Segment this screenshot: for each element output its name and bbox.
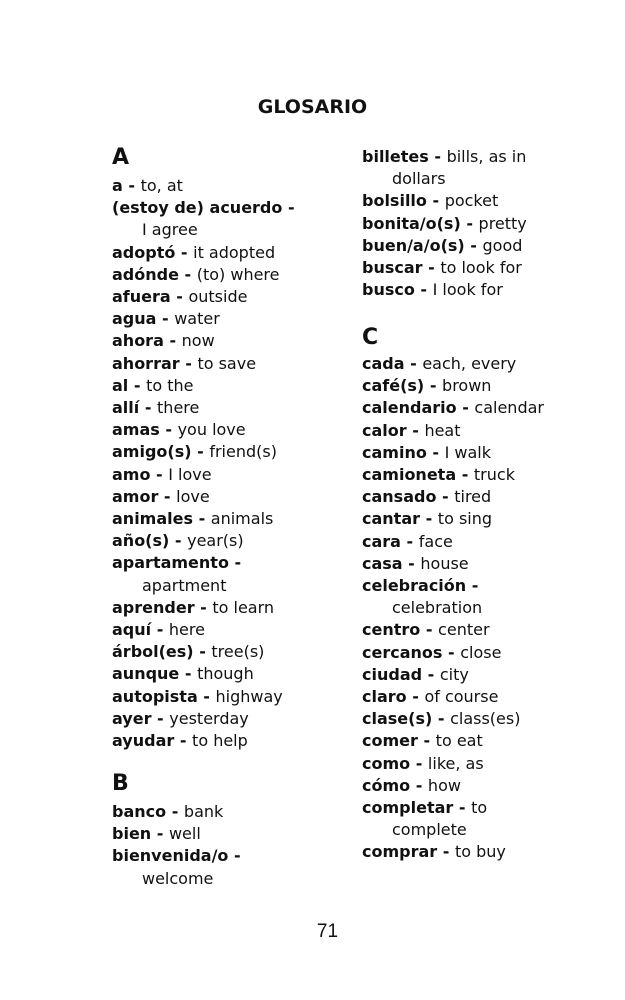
- entry-dash: -: [426, 442, 445, 462]
- glossary-entry: [112, 730, 295, 752]
- entry-line: [112, 730, 295, 752]
- entry-dash: -: [410, 753, 428, 773]
- entry-term: adoptó: [112, 242, 176, 262]
- entry-definition-continued: celebration: [392, 598, 483, 618]
- entry-line: [112, 175, 295, 197]
- entry-definition: love: [176, 486, 210, 506]
- entry-line: [362, 213, 527, 235]
- entry-dash: -: [193, 509, 211, 529]
- glossary-entry: [362, 235, 527, 257]
- entry-line: [112, 708, 295, 730]
- entry-dash: -: [420, 620, 439, 640]
- glossary-entry: [112, 686, 295, 708]
- entry-term: completar: [362, 798, 454, 818]
- glossary-entry: [362, 442, 544, 464]
- glossary-entry: [112, 353, 295, 375]
- entry-line: [362, 508, 544, 530]
- glossary-entry: [362, 279, 527, 301]
- entry-dash: -: [159, 420, 178, 440]
- entry-term: a: [112, 176, 123, 195]
- entry-dash: -: [282, 198, 295, 218]
- entry-dash: -: [174, 731, 193, 751]
- entry-dash: -: [426, 191, 445, 211]
- entry-term: busco: [362, 280, 415, 300]
- entry-dash: -: [156, 309, 175, 329]
- entry-definition: you love: [177, 420, 246, 440]
- glossary-entry: [362, 486, 544, 508]
- entry-definition: how: [427, 775, 461, 795]
- entry-definition: to save: [197, 353, 257, 373]
- glossary-entry: [112, 597, 295, 619]
- entry-dash: -: [442, 642, 461, 662]
- glossary-entry: [112, 552, 295, 596]
- entry-line: [362, 753, 544, 775]
- entry-term: bolsillo: [362, 191, 427, 211]
- entry-dash: -: [400, 531, 419, 551]
- entry-definition: brown: [442, 376, 492, 396]
- glossary-entry: [112, 242, 295, 264]
- entry-definition: there: [157, 398, 200, 418]
- entry-line: [112, 397, 295, 419]
- entry-term: aquí: [112, 620, 152, 640]
- glossary-entry: [362, 686, 544, 708]
- entry-term: (estoy de) acuerdo: [112, 198, 283, 218]
- glossary-entry: [362, 146, 527, 190]
- glossary-entry: [112, 486, 295, 508]
- entry-definition: to the: [146, 375, 194, 395]
- entry-line: [362, 664, 544, 686]
- entry-dash: -: [466, 576, 479, 596]
- entry-term: camino: [362, 442, 427, 462]
- entry-definition: highway: [215, 686, 283, 706]
- entry-line: [112, 845, 241, 867]
- entry-line: [112, 823, 241, 845]
- entry-dash: -: [417, 731, 436, 751]
- glossary-entry: [362, 397, 544, 419]
- entry-definition: close: [460, 642, 502, 662]
- entry-line: [362, 708, 544, 730]
- entry-definition: here: [168, 620, 205, 640]
- entry-dash: -: [150, 464, 169, 484]
- glossary-entry: [362, 375, 544, 397]
- glossary-entry: [112, 330, 295, 352]
- entry-dash: -: [170, 287, 189, 307]
- section-letter: B: [112, 771, 129, 796]
- page-number: 71: [316, 921, 339, 942]
- entry-definition: class(es): [450, 709, 521, 729]
- entry-dash: -: [428, 147, 447, 166]
- entry-definition: bills, as in: [446, 147, 527, 166]
- entry-term: cansado: [362, 487, 437, 507]
- section-letter: A: [112, 145, 130, 170]
- entry-definition: outside: [188, 287, 248, 307]
- glossary-entry: [362, 257, 527, 279]
- entry-dash: -: [422, 664, 440, 684]
- entry-term: adónde: [112, 264, 179, 284]
- entry-dash: -: [422, 258, 441, 278]
- glossary-entry: [112, 375, 295, 397]
- entry-line: [112, 419, 295, 441]
- entry-definition: I love: [168, 464, 212, 484]
- entry-dash: -: [424, 376, 443, 396]
- glossary-entry: [362, 619, 544, 641]
- entry-line: [112, 597, 295, 619]
- entry-definition: year(s): [187, 531, 244, 551]
- entry-definition: pocket: [444, 191, 499, 211]
- entry-dash: -: [128, 375, 147, 395]
- entry-dash: -: [151, 620, 169, 640]
- section-c: [362, 325, 544, 864]
- glossary-entry: [112, 264, 295, 286]
- entry-term: café(s): [362, 376, 425, 396]
- entry-term: ayudar: [112, 731, 175, 751]
- entry-term: año(s): [112, 531, 170, 551]
- entry-line: [362, 279, 527, 301]
- glossary-entry: [112, 845, 241, 889]
- entry-term: autopista: [112, 686, 198, 706]
- entry-definition: face: [418, 531, 453, 551]
- entry-dash: -: [169, 531, 188, 551]
- glossary-entry: [362, 664, 544, 686]
- entry-line: [112, 464, 295, 486]
- glossary-entry: [112, 619, 295, 641]
- glossary-entry: [362, 753, 544, 775]
- entry-definition: animals: [210, 509, 274, 529]
- entry-line: [112, 619, 295, 641]
- entry-term: cantar: [362, 509, 421, 529]
- entry-definition-continued: welcome: [142, 868, 214, 888]
- entry-definition: heat: [424, 420, 461, 440]
- glossary-entry: [112, 641, 295, 663]
- entry-line: [362, 464, 544, 486]
- entry-dash: -: [404, 354, 423, 373]
- entry-dash: -: [139, 398, 158, 418]
- entry-line: [362, 775, 544, 797]
- entry-dash: -: [197, 686, 216, 706]
- glossary-entry: [362, 775, 544, 797]
- glossary-entry: [112, 419, 295, 441]
- entry-line: [112, 686, 295, 708]
- glossary-entry: [362, 190, 527, 212]
- entry-term: cara: [362, 531, 401, 551]
- glossary-entry: [112, 441, 295, 463]
- entry-line: [112, 242, 295, 264]
- glossary-entry: [362, 420, 544, 442]
- entry-term: árbol(es): [112, 642, 194, 662]
- entry-dash: -: [166, 802, 184, 821]
- entry-term: afuera: [112, 287, 171, 307]
- entry-term: bonita/o(s): [362, 213, 461, 233]
- entry-definition: to: [471, 798, 488, 818]
- entry-term: amor: [112, 486, 159, 506]
- entry-line: [362, 531, 544, 553]
- entry-line: [362, 190, 527, 212]
- entry-dash: -: [179, 664, 198, 684]
- entry-line: [362, 575, 544, 597]
- entry-dash: -: [191, 442, 210, 462]
- glossary-entry: [362, 553, 544, 575]
- entry-definition: good: [482, 235, 523, 255]
- entry-line: [362, 235, 527, 257]
- glossary-entry: [112, 197, 295, 241]
- entry-term: ahora: [112, 331, 164, 351]
- glossary-entry: [112, 508, 295, 530]
- section-b: [112, 771, 241, 890]
- entry-dash: -: [175, 242, 194, 262]
- entry-line: [112, 552, 295, 574]
- entry-dash: -: [122, 176, 141, 195]
- entry-definition: center: [438, 620, 490, 640]
- entry-line: [362, 257, 527, 279]
- glossary-entry: [362, 797, 544, 841]
- entry-dash: -: [402, 553, 421, 573]
- entry-dash: -: [151, 824, 169, 844]
- entry-definition: I walk: [444, 442, 492, 462]
- entry-term: banco: [112, 802, 167, 821]
- entry-definition: to look for: [440, 258, 522, 278]
- entry-line: [362, 797, 544, 819]
- entry-line: [362, 420, 544, 442]
- entry-term: casa: [362, 553, 403, 573]
- entry-definition: to help: [192, 731, 248, 751]
- entry-line: [362, 353, 544, 375]
- entry-term: agua: [112, 309, 157, 329]
- entry-line: [112, 486, 295, 508]
- entry-term: billetes: [362, 147, 429, 166]
- glossary-entry: [112, 286, 295, 308]
- entry-definition: to buy: [454, 842, 506, 862]
- entry-term: animales: [112, 509, 193, 529]
- entry-dash: -: [179, 353, 198, 373]
- entry-line: [112, 353, 295, 375]
- entry-dash: -: [228, 553, 242, 573]
- entry-dash: -: [464, 235, 483, 255]
- entry-term: allí: [112, 398, 140, 418]
- entry-definition: pretty: [478, 213, 527, 233]
- entry-definition: (to) where: [196, 264, 280, 284]
- entry-term: ciudad: [362, 664, 423, 684]
- entry-term: comprar: [362, 842, 438, 862]
- glossary-entry: [112, 708, 295, 730]
- entry-line: [362, 375, 544, 397]
- entry-dash: -: [410, 775, 428, 795]
- glossary-entry: [362, 531, 544, 553]
- entry-line: [112, 508, 295, 530]
- entry-line: [112, 663, 295, 685]
- entry-definition-continued: dollars: [392, 169, 446, 189]
- entry-definition-continued: I agree: [142, 220, 198, 240]
- entry-definition: like, as: [427, 753, 484, 773]
- entry-term: calendario: [362, 398, 457, 418]
- entry-definition: friend(s): [209, 442, 277, 462]
- glossary-entry: [362, 508, 544, 530]
- glossary-entry: [362, 642, 544, 664]
- entry-term: bienvenida/o: [112, 846, 229, 866]
- entry-definition: though: [197, 664, 254, 684]
- entry-term: claro: [362, 687, 407, 707]
- entry-definition: of course: [424, 687, 499, 707]
- entry-term: calor: [362, 420, 407, 440]
- entry-line: [362, 442, 544, 464]
- entry-term: como: [362, 753, 411, 773]
- entry-definition: bank: [183, 802, 224, 821]
- glossary-entry: [112, 801, 241, 823]
- entry-term: apartamento: [112, 553, 229, 573]
- entry-dash: -: [228, 846, 241, 866]
- entry-line: [362, 619, 544, 641]
- entry-term: al: [112, 375, 129, 395]
- entry-dash: -: [163, 331, 182, 351]
- entry-definition: to sing: [437, 509, 493, 529]
- entry-definition: house: [420, 553, 469, 573]
- entry-dash: -: [436, 487, 455, 507]
- entry-term: aunque: [112, 664, 180, 684]
- entry-line: [112, 197, 295, 219]
- entry-term: comer: [362, 731, 418, 751]
- entry-term: camioneta: [362, 465, 457, 485]
- entry-definition: each, every: [422, 354, 517, 373]
- entry-definition: truck: [473, 465, 515, 485]
- entry-definition-continued: complete: [392, 820, 467, 840]
- entry-dash: -: [193, 642, 212, 662]
- entry-term: cómo: [362, 775, 411, 795]
- glossary-entry: [362, 464, 544, 486]
- entry-definition: I look for: [432, 280, 503, 300]
- glossary-entry: [362, 730, 544, 752]
- entry-definition: well: [168, 824, 201, 844]
- entry-definition-continued: apartment: [142, 575, 227, 595]
- entry-dash: -: [420, 509, 438, 529]
- entry-definition: yesterday: [169, 708, 249, 728]
- entry-dash: -: [453, 798, 472, 818]
- entry-line: [112, 308, 295, 330]
- entry-dash: -: [432, 709, 451, 729]
- entry-line: [362, 686, 544, 708]
- entry-dash: -: [414, 280, 433, 300]
- entry-line: [362, 146, 527, 168]
- entry-term: amas: [112, 420, 160, 440]
- glossary-entry: [362, 575, 544, 619]
- entry-dash: -: [456, 398, 475, 418]
- entry-term: clase(s): [362, 709, 433, 729]
- entry-definition: tree(s): [211, 642, 265, 662]
- entry-dash: -: [456, 465, 474, 485]
- entry-term: ayer: [112, 708, 152, 728]
- glossary-entry: [362, 353, 544, 375]
- entry-line: [112, 441, 295, 463]
- glossary-entry: [112, 397, 295, 419]
- glossary-entry: [362, 708, 544, 730]
- entry-term: centro: [362, 620, 421, 640]
- entry-term: buen/a/o(s): [362, 235, 465, 255]
- entry-term: amo: [112, 464, 151, 484]
- entry-term: cada: [362, 354, 405, 373]
- entry-definition: now: [181, 331, 215, 351]
- entry-dash: -: [178, 264, 197, 284]
- entry-definition: it adopted: [193, 242, 276, 262]
- entry-line: [112, 641, 295, 663]
- section-letter: C: [362, 325, 379, 350]
- entry-line: [112, 330, 295, 352]
- entry-term: bien: [112, 824, 152, 844]
- section-a: [112, 145, 295, 752]
- entry-line: [112, 801, 241, 823]
- entry-line: [362, 841, 544, 863]
- entry-term: buscar: [362, 258, 423, 278]
- entry-dash: -: [406, 420, 425, 440]
- glossary-entry: [362, 213, 527, 235]
- entry-line: [362, 642, 544, 664]
- entry-line: [362, 486, 544, 508]
- entry-dash: -: [151, 708, 170, 728]
- glossary-entry: [362, 841, 544, 863]
- entry-line: [362, 730, 544, 752]
- entry-line: [112, 264, 295, 286]
- entry-term: cercanos: [362, 642, 443, 662]
- entry-definition: water: [174, 309, 220, 329]
- entry-dash: -: [460, 213, 479, 233]
- glossary-entry: [112, 175, 295, 197]
- entry-dash: -: [194, 597, 213, 617]
- entry-definition: calendar: [474, 398, 544, 418]
- entry-term: celebración: [362, 576, 467, 596]
- entry-line: [112, 375, 295, 397]
- entry-definition: to, at: [140, 176, 183, 195]
- glossary-entry: [112, 530, 295, 552]
- entry-line: [112, 530, 295, 552]
- glossary-entry: [112, 823, 241, 845]
- entry-term: ahorrar: [112, 353, 180, 373]
- entry-definition: to eat: [435, 731, 483, 751]
- entry-dash: -: [158, 486, 177, 506]
- entry-line: [362, 553, 544, 575]
- entry-definition: city: [439, 664, 469, 684]
- page-title: GLOSARIO: [257, 96, 368, 118]
- entry-dash: -: [437, 842, 455, 862]
- entry-term: amigo(s): [112, 442, 192, 462]
- entry-definition: tired: [454, 487, 492, 507]
- entry-dash: -: [406, 687, 425, 707]
- entry-line: [362, 397, 544, 419]
- entry-line: [112, 286, 295, 308]
- glossary-entry: [112, 464, 295, 486]
- glossary-entry: [112, 663, 295, 685]
- entry-definition: to learn: [212, 597, 275, 617]
- section-b-continued: [362, 146, 527, 301]
- entry-term: aprender: [112, 597, 195, 617]
- glossary-entry: [112, 308, 295, 330]
